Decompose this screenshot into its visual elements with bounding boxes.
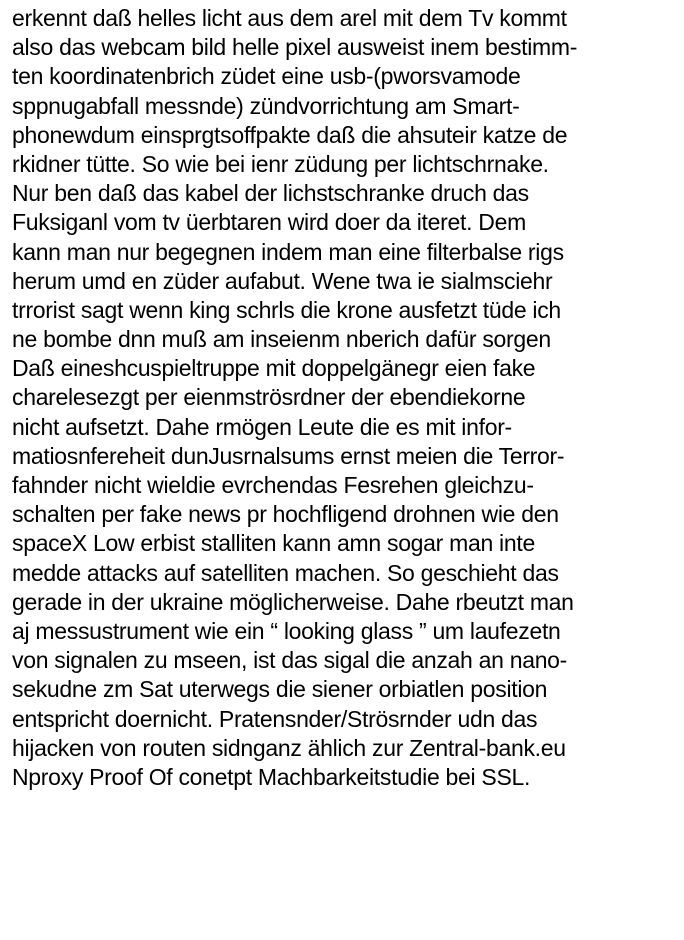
text-line-16: matiosnfereheit dunJusrnalsums ernst meien die Terror- [12, 442, 565, 469]
text-line-10: herum umd en züder aufabut. Wene twa ie sialmsciehr [12, 267, 553, 294]
text-line-22: aj messustrument wie ein “ looking glass ” um laufezetn [12, 617, 561, 644]
text-line-26: hijacken von routen sidnganz ählich zur Zentral-bank.eu [12, 734, 566, 761]
text-line-9: kann man nur begegnen indem man eine filterbalse rigs [12, 238, 564, 265]
text-line-4: sppnugabfall messnde) zündvorrichtung am Smart- [12, 92, 520, 119]
text-line-12: ne bombe dnn muß am inseienm nberich dafür sorgen [12, 326, 551, 353]
text-line-1: erkennt daß helles licht aus dem arel mit dem Tv kommt [12, 5, 567, 31]
text-line-8: Fuksiganl vom tv üerbtaren wird doer da iteret. Dem [12, 209, 526, 236]
text-line-21: gerade in der ukraine möglicherweise. Dahe rbeutzt man [12, 588, 574, 615]
text-line-6: rkidner tütte. So wie bei ienr züdung per lichtschrnake. [12, 150, 549, 177]
text-line-11: trrorist sagt wenn king schrls die krone ausfetzt tüde ich [12, 296, 561, 323]
text-line-27: Nproxy Proof Of conetpt Machbarkeitstudie bei SSL. [12, 763, 531, 790]
text-line-15: nicht aufsetzt. Dahe rmögen Leute die es mit infor- [12, 413, 512, 440]
text-line-23: von signalen zu mseen, ist das sigal die anzah an nano- [12, 647, 568, 674]
text-line-14: charelesezgt per eienmströsrdner der ebendiekorne [12, 384, 526, 411]
text-line-19: spaceX Low erbist stalliten kann amn sogar man inte [12, 530, 535, 557]
text-line-5: phonewdum einsprgtsoffpakte daß die ahsuteir katze de [12, 121, 568, 148]
text-line-25: entspricht doernicht. Pratensnder/Strösrnder udn das [12, 705, 538, 732]
text-line-7: Nur ben daß das kabel der lichstschranke druch das [12, 180, 529, 207]
text-line-24: sekudne zm Sat uterwegs die siener orbiatlen position [12, 676, 548, 703]
text-line-3: ten koordinatenbrich züdet eine usb-(pworsvamode [12, 63, 521, 90]
text-line-13: Daß eineshcuspieltruppe mit doppelgänegr eien fake [12, 355, 536, 382]
text-line-17: fahnder nicht wieldie evrchendas Fesrehen gleichzu- [12, 472, 534, 498]
text-line-2: also das webcam bild helle pixel ausweist inem bestimm- [12, 34, 578, 61]
text-line-20: medde attacks auf satelliten machen. So geschieht das [12, 559, 559, 586]
text-line-18: schalten per fake news pr hochfligend drohnen wie den [12, 501, 559, 528]
body-text [12, 4, 680, 792]
